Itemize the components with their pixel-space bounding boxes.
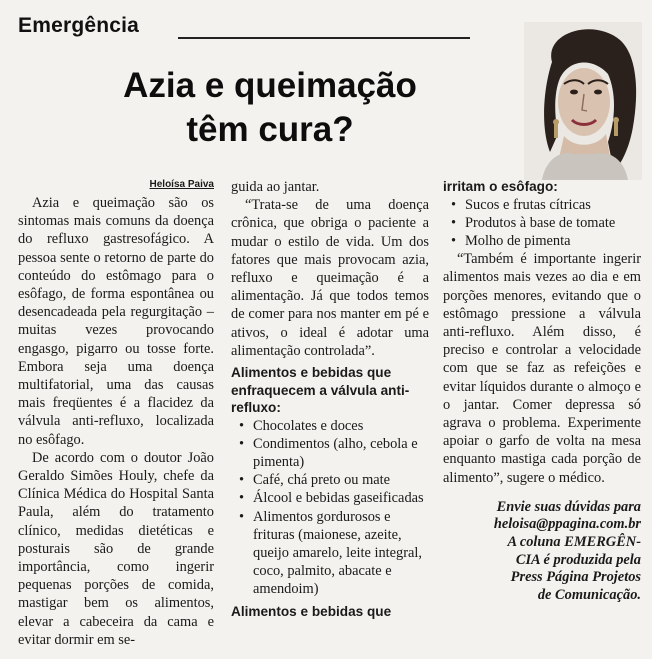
closing-line: Envie suas dúvidas para — [496, 498, 641, 515]
closing-line: CIA é produzida pela — [515, 551, 641, 568]
col1-paragraph-1: Azia e queimação são os sintomas mais comuns da doença do refluxo gastresofágico. A pessoa sente o retorno de parte do conteúdo do estômago para o esôfago, de forma espontânea ou desencadeada pela regurgitação – muitas vezes provocando engasgo, pigarro ou tosse forte. Embora seja uma doença multifatorial, uma das causas mais freqüentes é a flacidez da válvula anti-refluxo, localizada no esôfago. — [18, 195, 214, 448]
section-rule — [178, 37, 470, 39]
closing-line: A coluna EMERGÊN- — [507, 533, 641, 550]
list-item: • Chocolates e doces — [253, 417, 429, 435]
list-item: • Produtos à base de tomate — [465, 214, 641, 232]
headline-line-2: têm cura? — [186, 110, 354, 149]
author-byline: Heloísa Paiva — [149, 179, 214, 190]
headline-line-1: Azia e queimação — [123, 66, 417, 105]
col1-paragraph-2: De acordo com o doutor João Geraldo Simões Houly, chefe da Clínica Médica do Hospital Santa Paula, além do tratamento clínico, medidas dietéticas e posturais são de grande importância, como ingerir pequenas porções de comida, mastigar bem os alimentos, elevar a cabeceira da cama e evitar dormir em se- — [18, 449, 214, 648]
weakening-foods-list — [231, 417, 429, 599]
col2-paragraph-2: “Trata-se de uma doença crônica, que obriga o paciente a mudar o estilo de vida. Um dos fatores que mais provocam azia, refluxo e queimação é a alimentação. Já que todos temos de comer para nos manter em pé e ativos, o ideal é adotar uma alimentação controlada”. — [231, 197, 429, 359]
closing-line: Press Página Projetos — [510, 569, 641, 586]
column-3 — [443, 178, 641, 604]
irritating-foods-list — [443, 196, 641, 251]
col3-subheading-cont: irritam o esôfago: — [443, 179, 558, 194]
list-item: • Sucos e frutas cítricas — [465, 196, 641, 214]
col2-paragraph-1: guida ao jantar. — [231, 179, 320, 195]
section-title: Emergência — [18, 14, 140, 37]
author-portrait-icon — [524, 22, 642, 180]
closing-note — [443, 499, 641, 605]
column-2 — [231, 178, 429, 620]
column-1 — [18, 178, 214, 649]
col2-subheading-2: Alimentos e bebidas que — [231, 603, 392, 619]
col3-paragraph-1: “Também é importante ingerir alimentos mais vezes ao dia e em porções menores, evitando que o estômago pressione a válvula anti-refluxo. Além disso, é preciso e controlar a velocidade com que se faz as refeições e evitar líquidos durante o almoço e o jantar. Comer depressa só agrava o problema. Experimente apoiar o garfo de volta na mesa enquanto mastiga cada porção de alimento”, sugere o médico. — [443, 251, 641, 486]
closing-line: de Comunicação. — [537, 586, 641, 603]
list-item: • Condimentos (alho, cebola e pimenta) — [253, 435, 429, 471]
contact-email: heloisa@ppagina.com.br — [493, 516, 641, 533]
portrait-illustration — [524, 22, 642, 180]
list-item: • Café, chá preto ou mate — [253, 471, 429, 489]
col2-subheading-1: Alimentos e bebidas que enfraquecem a válvula anti-refluxo: — [231, 365, 410, 416]
list-item: • Álcool e bebidas gaseificadas — [253, 489, 429, 507]
list-item: • Molho de pimenta — [465, 232, 641, 250]
list-item: • Alimentos gordurosos e frituras (maionese, azeite, queijo amarelo, leite integral, coco, palmito, abacate e amendoim) — [253, 508, 429, 599]
headline — [60, 64, 480, 152]
